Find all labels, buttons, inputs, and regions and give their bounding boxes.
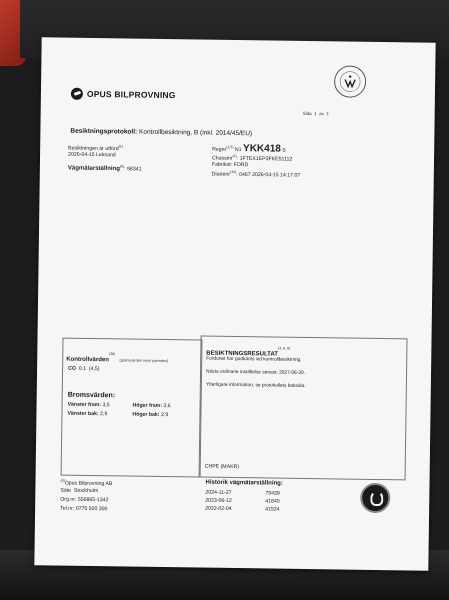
inspection-result-box [199, 336, 408, 481]
result-line-approved: Fordonet har godkänts vid kontrollbesiktning. [206, 356, 302, 363]
result-line-more-info: Ytterligare information, se protokollets baksida. [205, 382, 306, 389]
result-heading: BESIKTNINGSRESULTAT$^{(3, 6, 9)}$ [206, 346, 291, 358]
performed-label: Besiktningen är utförd$^{(1)}$ [68, 144, 123, 153]
co-value-row: CO 0,1 (4,5) [68, 365, 100, 373]
footer-phone: Tel.nr: 0775 500 300 [60, 505, 108, 513]
certification-seal-icon [360, 483, 390, 513]
opus-logo-icon [71, 88, 83, 100]
diary-row: Diarienr$^{(15)}$: 0467 2026-04-15 14:17:07 [211, 169, 301, 179]
company-logo [71, 88, 176, 101]
control-values-box [61, 338, 203, 478]
odometer-reading: Vägmätarställning$^{(8)}$: 98341 [67, 164, 142, 173]
brake-front-right: Höger fram: 3,6 [132, 402, 171, 410]
brake-heading: Bromsvärden: [67, 391, 116, 400]
logo-text: OPUS BILPROVNING [86, 88, 176, 101]
protocol-title: Besiktningsprotokoll: Kontrollbesiktning, B (inkl. 2014/45/EU) [70, 127, 253, 138]
page-indicator: Sida 1 av 1 [302, 110, 330, 117]
regnr-row: Regnr$^{(1,5)}$ N1 YKK418 S [212, 143, 286, 155]
inspector-signature: CHPE (MAKR) [204, 463, 240, 471]
footer-org-number: Org.nr: 556865-1342 [60, 496, 109, 504]
make-row: Fabrikat: FORD [211, 161, 249, 169]
control-values-heading: Kontrollvärden$^{(38)}$ (gränsvärden inom parentes) [66, 351, 169, 364]
history-row: 2023-06-12 41840 [205, 497, 280, 505]
inspection-protocol-document [34, 37, 435, 570]
history-row: 2022-02-04 41524 [205, 505, 280, 513]
brake-rear-left: Vänster bak: 2,9 [67, 410, 108, 418]
swedac-seal-icon [334, 65, 366, 97]
brake-rear-right: Höger bak: 2,9 [132, 411, 169, 419]
brake-front-left: Vänster fram: 3,5 [67, 401, 110, 409]
footer-company-name: $^{(8)}$Opus Bilprovning AB [60, 478, 113, 488]
history-row: 2024-11-27 79439 [205, 489, 280, 497]
license-plate: YKK418 [242, 143, 281, 155]
footer-seat: Säte Stockholm [60, 487, 99, 495]
history-heading: Historik vägmätarställning: [205, 479, 283, 487]
chassis-row: Chassinr$^{(1)}$: 1FTEX1EP3FKE51112 [211, 153, 293, 163]
result-line-next: Nästa ordinarie inställelse senast: 2027-06-30. [206, 369, 306, 376]
performed-value: 2026-04-15 Leksand [68, 151, 116, 159]
